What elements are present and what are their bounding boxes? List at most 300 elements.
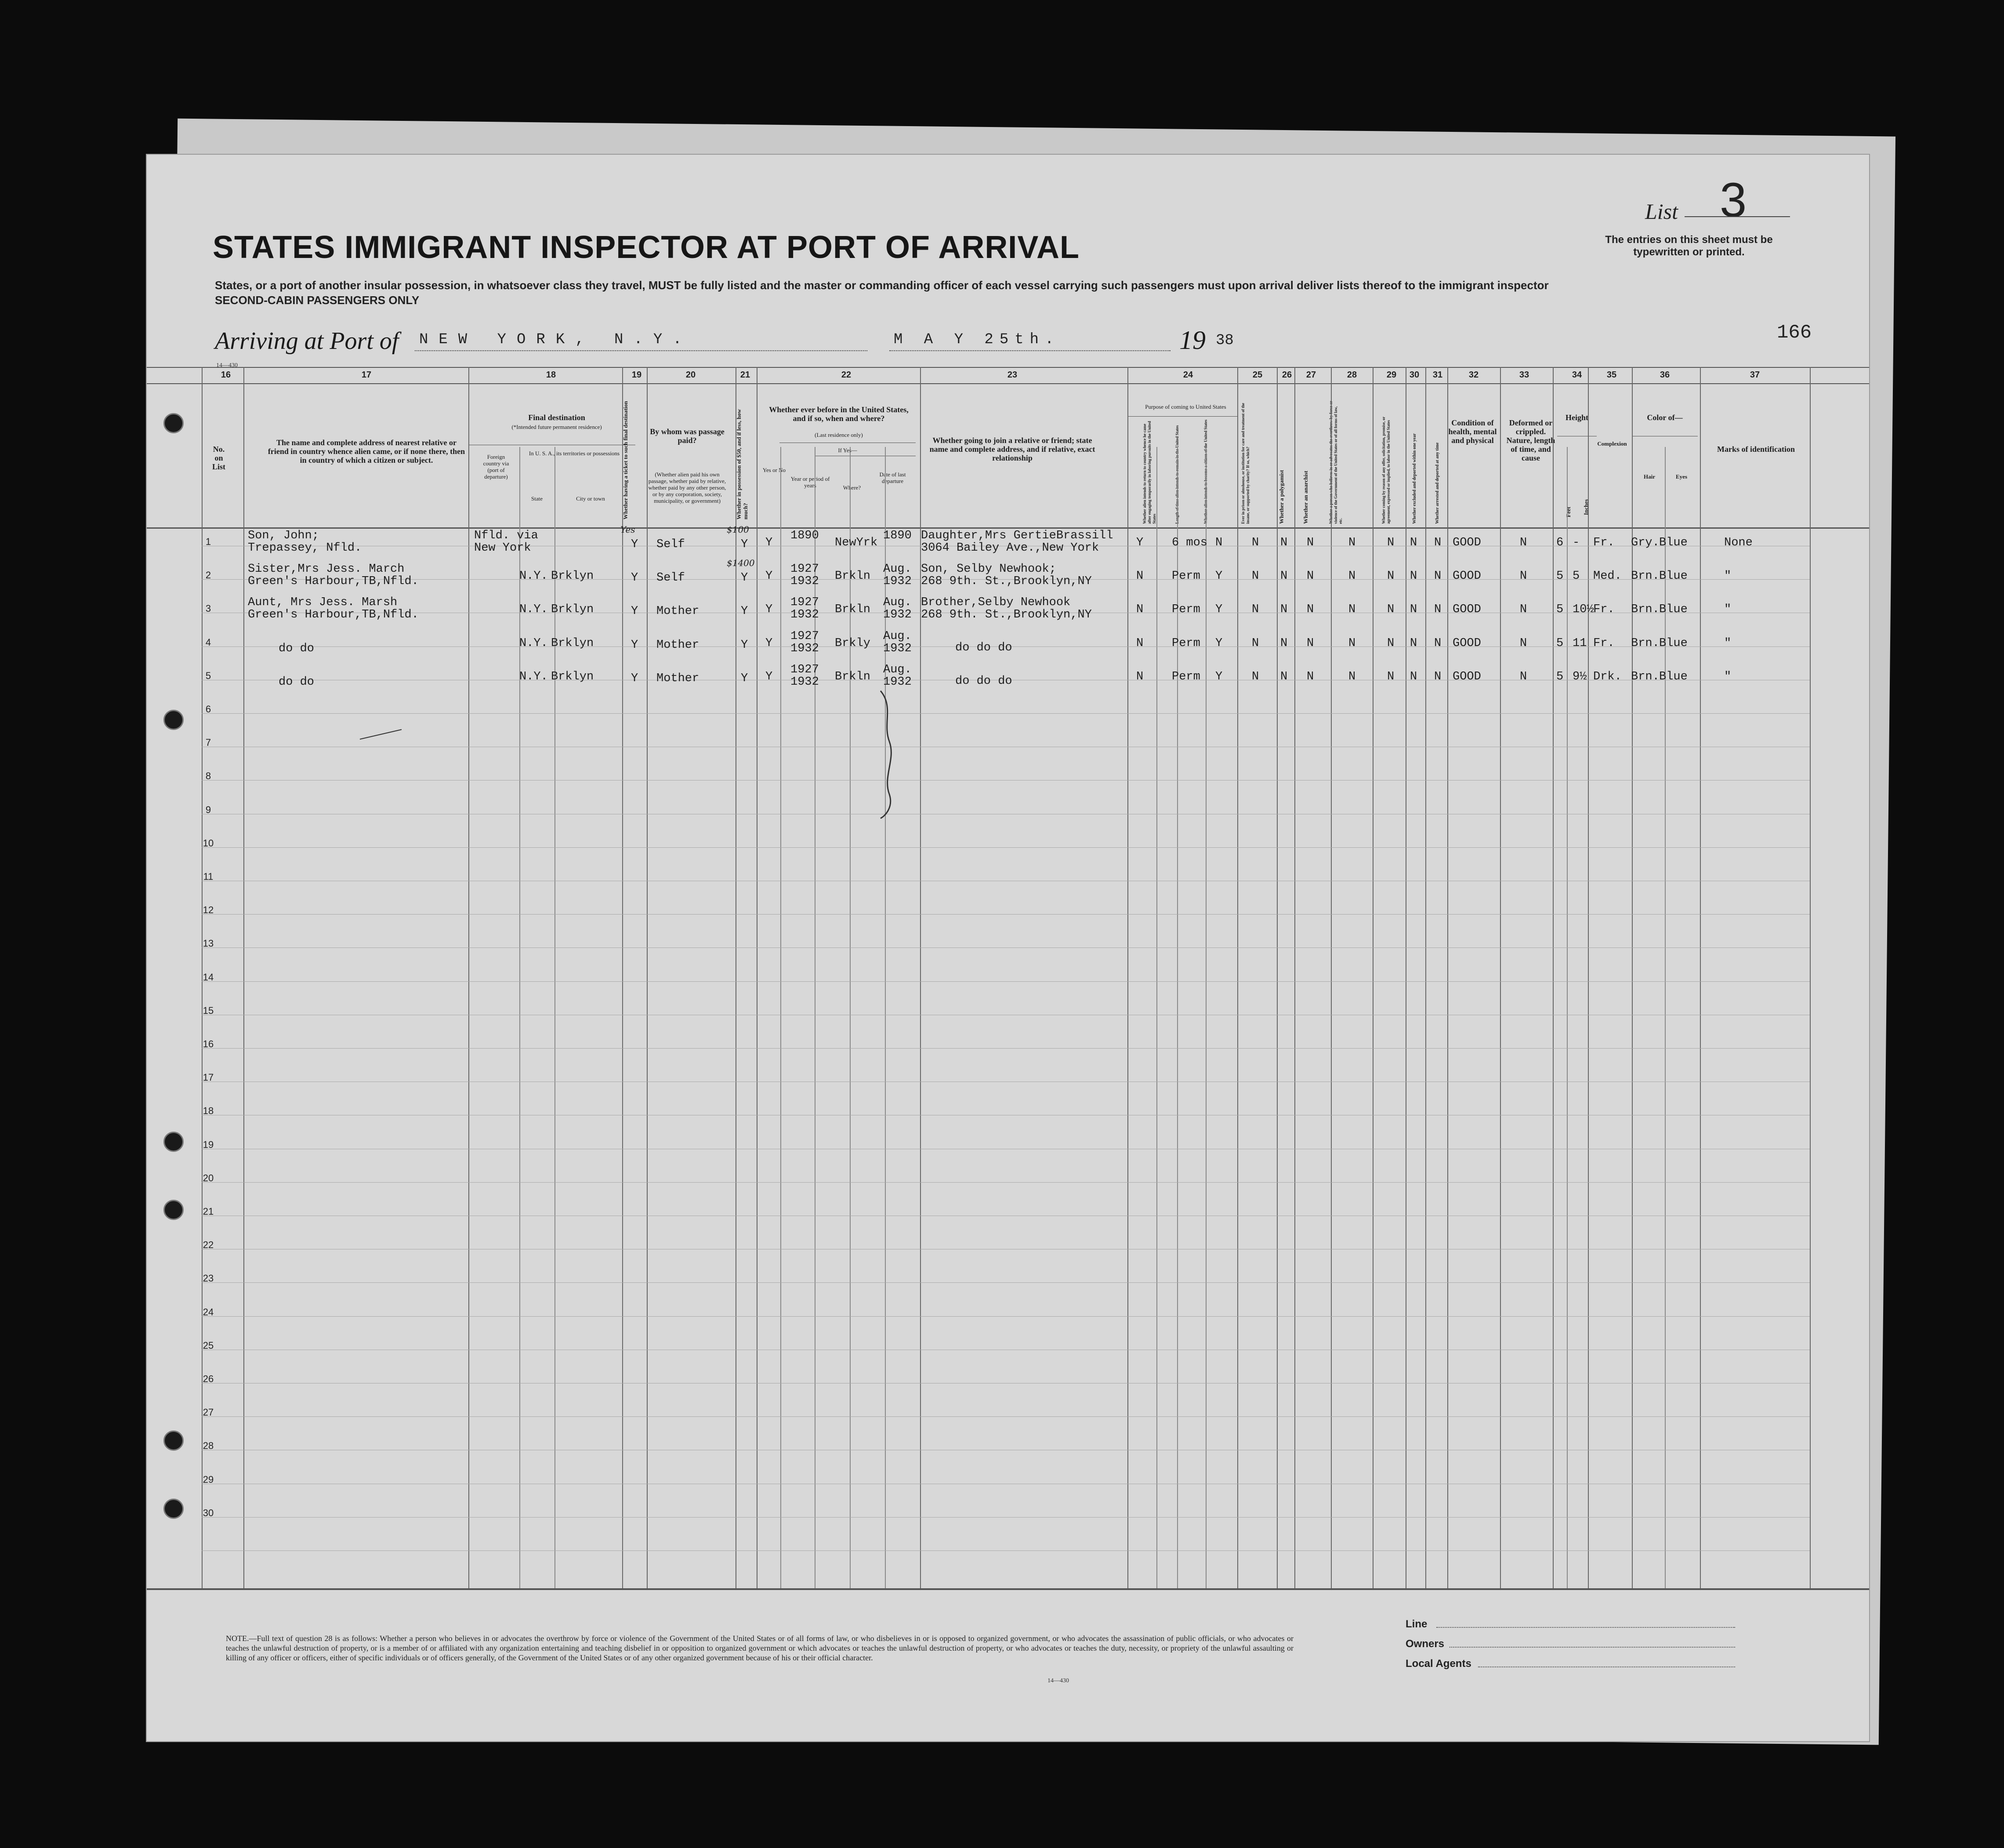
cell-departure: 1890 <box>883 529 912 542</box>
cell-paid-by: Mother <box>656 672 699 685</box>
cell-state: N.Y. <box>519 670 548 683</box>
cell-marks: " <box>1724 570 1732 583</box>
cell-deformed: N <box>1520 636 1527 650</box>
cell-money: Y <box>741 605 748 618</box>
cell-eyes: Blue <box>1659 636 1688 650</box>
cell-before: Y <box>765 636 773 650</box>
cell-joining2: 268 9th. St.,Brooklyn,NY <box>921 608 1092 622</box>
row-number: 18 <box>203 1105 214 1117</box>
cell-c30: N <box>1410 570 1417 583</box>
column-number: 34 <box>1572 370 1582 380</box>
col20-header: By whom was passage paid? <box>650 427 725 445</box>
owners-label: Owners <box>1406 1638 1445 1650</box>
col18-city: City or town <box>576 495 605 502</box>
cell-c31: N <box>1434 603 1442 617</box>
col22-title: Whether ever before in the United States, and if so, when and where? <box>769 405 909 423</box>
page-number: 166 <box>1777 322 1812 344</box>
cell-inches: - <box>1573 536 1580 549</box>
cell-purpose: N <box>1136 670 1144 683</box>
cell-departure: Aug. <box>883 629 912 643</box>
col18-note: (*Intended future permanent residence) <box>511 424 602 430</box>
cell-money-note: $100 <box>727 524 749 535</box>
arriving-label: Arriving at Port of <box>215 327 399 355</box>
cell-purpose: N <box>1136 570 1144 583</box>
column-rule <box>1156 447 1157 1588</box>
column-rule <box>622 367 623 1588</box>
col37-header: Marks of identification <box>1717 445 1795 454</box>
column-number: 21 <box>740 370 750 380</box>
column-rule <box>647 367 648 1588</box>
cell-joining2: 3064 Bailey Ave.,New York <box>921 541 1099 555</box>
row-rule <box>202 1048 1810 1049</box>
cell-money: Y <box>741 538 748 551</box>
row-number: 2 <box>205 570 211 581</box>
cell-eyes: Blue <box>1659 603 1688 617</box>
cell-state: N.Y. <box>519 636 548 650</box>
cell-joining: do do do <box>955 641 1012 654</box>
col28-header: Whether a person who believes in or advocates the overthrow by force or violence of the Government of the United States or of all forms of law, etc. <box>1329 401 1343 524</box>
row-rule <box>202 981 1810 982</box>
cell-length: Perm <box>1172 570 1200 583</box>
column-rule <box>1331 367 1332 1588</box>
cell-c25: N <box>1252 636 1259 650</box>
cell-eyes: Blue <box>1659 536 1688 549</box>
col32-header: Condition of health, mental and physical <box>1448 418 1497 445</box>
column-number: 30 <box>1409 370 1420 380</box>
rule-top <box>147 367 1869 368</box>
column-number: 29 <box>1386 370 1397 380</box>
col22-note: (Last residence only) <box>815 432 863 438</box>
cell-period: 1890 <box>790 529 819 542</box>
col22-yesno: Yes or No <box>762 467 786 473</box>
cell-c25: N <box>1252 536 1259 549</box>
column-rule <box>1500 367 1501 1588</box>
cell-inches: 9½ <box>1573 670 1587 683</box>
cell-money: Y <box>741 672 748 685</box>
row-rule <box>202 1416 1810 1417</box>
cell-departure2: 1932 <box>883 575 912 588</box>
binder-hole <box>163 1132 184 1152</box>
row-number: 4 <box>205 636 211 648</box>
cell-inches: 10½ <box>1573 603 1594 617</box>
cell-c27: N <box>1307 603 1314 617</box>
column-number: 35 <box>1606 370 1617 380</box>
col23-header: Whether going to join a relative or friend; state name and complete address, and if relative, exact relationship <box>929 436 1095 462</box>
cell-c30: N <box>1410 636 1417 650</box>
date-value: M A Y 25th. <box>894 331 1060 348</box>
cell-c26: N <box>1280 636 1288 650</box>
col22-ifyes: If Yes— <box>838 447 857 454</box>
col17-header: The name and complete address of nearest relative or friend in country whence alien came, or if none there, then in country of which a citizen or subject. <box>268 438 465 465</box>
cell-length: 6 mos <box>1172 536 1208 549</box>
cell-period: 1927 <box>790 629 819 643</box>
cell-money-note: $1400 <box>727 558 755 569</box>
row-number: 19 <box>203 1139 214 1150</box>
cell-where: Brkly <box>835 636 871 650</box>
cell-c28: N <box>1348 570 1356 583</box>
cell-period2: 1932 <box>790 608 819 622</box>
row-number: 22 <box>203 1239 214 1251</box>
row-number: 6 <box>205 704 211 715</box>
date-line <box>889 350 1171 351</box>
cell-complexion: Fr. <box>1593 603 1615 617</box>
cell-relative: do do <box>279 642 315 655</box>
cell-period2: 1932 <box>790 675 819 689</box>
cell-purpose: N <box>1136 603 1144 617</box>
rule-footer <box>147 1588 1869 1590</box>
row-number: 5 <box>205 670 211 681</box>
binder-hole <box>163 413 184 433</box>
cell-complexion: Fr. <box>1593 636 1615 650</box>
cell-c25: N <box>1252 570 1259 583</box>
column-number: 23 <box>1007 370 1018 380</box>
binder-hole <box>163 1499 184 1519</box>
cell-relative: Son, John; <box>248 529 319 542</box>
binder-hole <box>163 710 184 730</box>
list-label: List <box>1645 199 1678 224</box>
column-number: 28 <box>1347 370 1357 380</box>
cell-city: Brklyn <box>551 636 594 650</box>
cell-length: Perm <box>1172 670 1200 683</box>
cell-c31: N <box>1434 536 1442 549</box>
row-number: 1 <box>205 536 211 547</box>
cell-paid-by: Mother <box>656 638 699 652</box>
row-rule <box>202 1517 1810 1518</box>
row-number: 20 <box>203 1172 214 1184</box>
cell-marks: " <box>1724 603 1732 617</box>
cell-c28: N <box>1348 536 1356 549</box>
list-underline <box>1685 216 1790 217</box>
cell-hair: Brn. <box>1631 603 1660 617</box>
column-rule <box>519 447 520 1588</box>
cell-money: Y <box>741 571 748 585</box>
column-number: 24 <box>1183 370 1193 380</box>
col22-date: Date of last departure <box>879 471 906 484</box>
column-rule <box>1237 367 1238 1588</box>
col35-header: Complexion <box>1597 440 1627 447</box>
col29-header: Whether coming by reason of any offer, solicitation, promise, or agreement, expressed or implied, to labor in the United States <box>1381 417 1391 524</box>
cell-feet: 5 <box>1556 670 1564 683</box>
col18-usa: In U. S. A., its territories or possessions <box>529 450 620 457</box>
cell-joining: do do do <box>955 674 1012 688</box>
column-rule <box>554 447 555 1588</box>
cell-c30: N <box>1410 603 1417 617</box>
cell-state: N.Y. <box>519 603 548 617</box>
cell-relative2: Green's Harbour,TB,Nfld. <box>248 608 419 622</box>
row-rule <box>202 713 1810 714</box>
col34-inches: Inches <box>1583 499 1589 515</box>
row-rule <box>202 1316 1810 1317</box>
cell-marks: " <box>1724 636 1732 650</box>
cell-citizen: Y <box>1215 603 1223 617</box>
cell-relative: Sister,Mrs Jess. March <box>248 563 405 576</box>
col36-header: Color of— <box>1647 413 1683 422</box>
column-rule <box>243 367 244 1588</box>
row-number: 16 <box>203 1038 214 1049</box>
col24-b: Length of time alien intends to remain in the United States <box>1175 425 1179 524</box>
cell-complexion: Med. <box>1593 570 1622 583</box>
cell-where: Brkln <box>835 670 871 683</box>
column-number: 37 <box>1750 370 1760 380</box>
cell-c29: N <box>1387 536 1395 549</box>
cell-period2: 1932 <box>790 575 819 588</box>
column-number: 33 <box>1519 370 1529 380</box>
cell-c28: N <box>1348 603 1356 617</box>
row-rule <box>202 1550 1810 1551</box>
cell-where: Brkln <box>835 603 871 617</box>
row-number: 3 <box>205 603 211 614</box>
cell-before: Y <box>765 670 773 683</box>
row-rule <box>202 914 1810 915</box>
brace-mark <box>876 689 911 821</box>
column-number: 26 <box>1282 370 1292 380</box>
row-number: 12 <box>203 904 214 916</box>
row-number: 13 <box>203 938 214 949</box>
column-rule <box>1127 367 1128 1588</box>
cell-departure: Aug. <box>883 596 912 610</box>
agents-field <box>1478 1666 1735 1667</box>
cell-relative2: Green's Harbour,TB,Nfld. <box>248 575 419 588</box>
cell-c27: N <box>1307 570 1314 583</box>
cell-complexion: Drk. <box>1593 670 1622 683</box>
column-number: 18 <box>546 370 556 380</box>
col16-header: No. on List <box>212 445 225 471</box>
footer-note: NOTE.—Full text of question 28 is as follows: Whether a person who believes in or advocates the overthrow by force or violence of the Government of the United States or of all forms of law, or who disbelieves in or is opposed to organized government, or who advocates the assassination of public officials, or who advocates or teaches the unlawful destruction of property, or is a member of or affiliated with any organization entertaining and teaching disbelief in or opposition to organized government or which advocates or teaches the unlawful destruction of property, or who advocates or teaches the duty, necessity, or propriety of the unlawful assaulting or killing of any officer or officers, either of specific individuals or of officers generally, of the Government of the United States or of any other organized government because of his or their official character. <box>226 1634 1294 1662</box>
cell-deformed: N <box>1520 670 1527 683</box>
row-number: 11 <box>203 871 214 882</box>
row-number: 25 <box>203 1340 214 1351</box>
cell-c27: N <box>1307 636 1314 650</box>
cell-ticket-note: Yes <box>620 524 635 535</box>
cell-city: Brklyn <box>551 670 594 683</box>
cell-ticket: Y <box>631 672 638 685</box>
cell-city: Brklyn <box>551 603 594 617</box>
row-number: 8 <box>205 770 211 782</box>
cell-marks: None <box>1724 536 1753 549</box>
cell-c29: N <box>1387 603 1395 617</box>
col34-header: Height <box>1566 413 1588 422</box>
rule-colnums <box>147 383 1869 384</box>
column-number: 27 <box>1306 370 1316 380</box>
cell-c27: N <box>1307 536 1314 549</box>
row-number: 14 <box>203 971 214 983</box>
cell-deformed: N <box>1520 603 1527 617</box>
row-number: 30 <box>203 1507 214 1518</box>
list-number: 3 <box>1720 173 1747 227</box>
col24-c: Whether alien intends to become a citizen of the United States <box>1203 419 1208 524</box>
cell-c29: N <box>1387 570 1395 583</box>
column-number: 22 <box>841 370 852 380</box>
col34-feet: Feet <box>1565 507 1572 517</box>
column-number: 31 <box>1432 370 1443 380</box>
row-number: 10 <box>203 837 214 849</box>
port-line <box>415 350 867 351</box>
column-rule <box>1553 367 1554 1588</box>
col27-header: Whether an anarchist <box>1302 471 1309 524</box>
column-rule <box>1447 367 1448 1588</box>
cell-c25: N <box>1252 670 1259 683</box>
row-number: 23 <box>203 1273 214 1284</box>
cell-relative: Aunt, Mrs Jess. Marsh <box>248 596 398 610</box>
typewritten-note: The entries on this sheet must be typewritten or printed. <box>1605 234 1773 258</box>
cell-citizen: Y <box>1215 670 1223 683</box>
cell-c26: N <box>1280 570 1288 583</box>
cell-relative2: Trepassey, Nfld. <box>248 541 362 555</box>
cell-health: GOOD <box>1453 536 1481 549</box>
row-rule <box>202 780 1810 781</box>
col30-header: Whether excluded and deported within one year <box>1412 433 1417 524</box>
cell-citizen: Y <box>1215 570 1223 583</box>
rule-header-bottom <box>147 527 1869 529</box>
cell-paid-by: Self <box>656 571 685 585</box>
cell-city: Brklyn <box>551 570 594 583</box>
agents-label: Local Agents <box>1406 1658 1471 1670</box>
row-number: 24 <box>203 1306 214 1318</box>
cell-before: Y <box>765 603 773 617</box>
cell-before: Y <box>765 536 773 549</box>
cell-joining: Brother,Selby Newhook <box>921 596 1071 610</box>
col18-title: Final destination <box>528 413 585 422</box>
col24-a: Whether alien intends to return to country whence he came after engaging temporarily in laboring pursuits in the United States <box>1142 421 1156 524</box>
row-number: 21 <box>203 1206 214 1217</box>
row-number: 15 <box>203 1005 214 1016</box>
cell-period: 1927 <box>790 596 819 610</box>
column-rule <box>850 447 851 1588</box>
cell-hair: Gry. <box>1631 536 1660 549</box>
col19-header: Whether having a ticket to such final destination <box>622 401 629 519</box>
cell-c28: N <box>1348 670 1356 683</box>
col26-header: Whether a polygamist <box>1278 470 1285 524</box>
owners-field <box>1450 1647 1735 1648</box>
column-number: 16 <box>221 370 231 380</box>
col22-period: Year or period of years <box>790 476 830 489</box>
cell-c29: N <box>1387 636 1395 650</box>
cell-state: N.Y. <box>519 570 548 583</box>
cell-hair: Brn. <box>1631 636 1660 650</box>
form-number-bottom: 14—430 <box>1047 1677 1069 1684</box>
cell-joining: Son, Selby Newhook; <box>921 563 1056 576</box>
cell-purpose: Y <box>1136 536 1144 549</box>
cell-period: 1927 <box>790 663 819 676</box>
cell-deformed: N <box>1520 536 1527 549</box>
cell-eyes: Blue <box>1659 670 1688 683</box>
cell-ticket: Y <box>631 538 638 551</box>
page-subtitle: States, or a port of another insular possession, in whatsoever class they travel, MUST be fully listed and the master or commanding officer of each vessel carrying such passengers must upon arrival deliver lists thereof to the immigrant inspector <box>215 279 1549 292</box>
year-prefix: 19 <box>1179 326 1206 355</box>
line-field <box>1436 1627 1735 1628</box>
port-value: NEW YORK, N.Y. <box>419 331 692 348</box>
column-number: 36 <box>1660 370 1670 380</box>
cell-feet: 5 <box>1556 603 1564 617</box>
row-rule <box>202 847 1810 848</box>
row-number: 29 <box>203 1474 214 1485</box>
cell-departure2: 1932 <box>883 642 912 655</box>
cell-departure: Aug. <box>883 663 912 676</box>
cell-health: GOOD <box>1453 603 1481 617</box>
column-rule <box>1632 367 1633 1588</box>
cell-before: Y <box>765 570 773 583</box>
cell-c26: N <box>1280 603 1288 617</box>
cell-ticket: Y <box>631 571 638 585</box>
cell-c28: N <box>1348 636 1356 650</box>
col20-note: (Whether alien paid his own passage, whether paid by relative, whether paid by any other person, or by any corporation, society, municipality, or government) <box>648 471 726 504</box>
column-rule <box>1665 447 1666 1588</box>
column-number: 19 <box>631 370 642 380</box>
column-number: 17 <box>361 370 372 380</box>
cell-where: Brkln <box>835 570 871 583</box>
row-rule <box>202 1282 1810 1283</box>
page-title: STATES IMMIGRANT INSPECTOR AT PORT OF ARRIVAL <box>213 230 1080 265</box>
column-number: 32 <box>1468 370 1479 380</box>
cell-citizen: N <box>1215 536 1223 549</box>
cell-c30: N <box>1410 536 1417 549</box>
cell-c27: N <box>1307 670 1314 683</box>
col31-header: Whether arrested and deported at any time <box>1435 442 1440 524</box>
pen-stroke <box>358 726 406 744</box>
row-number: 27 <box>203 1407 214 1418</box>
cell-foreign2: New York <box>474 541 531 555</box>
column-number: 20 <box>685 370 696 380</box>
row-number: 7 <box>205 737 211 748</box>
col25-header: Ever in prison or almshouse, or institution for care and treatment of the insane, or supported by charity? If so, which? <box>1241 403 1250 524</box>
column-rule <box>1277 367 1278 1588</box>
cell-hair: Brn. <box>1631 570 1660 583</box>
cell-inches: 11 <box>1573 636 1587 650</box>
row-number: 17 <box>203 1072 214 1083</box>
binder-hole <box>163 1200 184 1220</box>
cell-money: Y <box>741 638 748 652</box>
binder-hole <box>163 1430 184 1451</box>
column-rule <box>1567 447 1568 1588</box>
cell-purpose: N <box>1136 636 1144 650</box>
column-rule <box>468 367 469 1588</box>
line-label: Line <box>1406 1618 1428 1630</box>
cell-period2: 1932 <box>790 642 819 655</box>
column-rule <box>1425 367 1426 1588</box>
cell-deformed: N <box>1520 570 1527 583</box>
cell-health: GOOD <box>1453 670 1481 683</box>
cell-marks: " <box>1724 670 1732 683</box>
row-number: 9 <box>205 804 211 815</box>
cell-c31: N <box>1434 636 1442 650</box>
cell-length: Perm <box>1172 603 1200 617</box>
cell-departure2: 1932 <box>883 608 912 622</box>
cell-joining: Daughter,Mrs GertieBrassill <box>921 529 1113 542</box>
cell-length: Perm <box>1172 636 1200 650</box>
cell-paid-by: Self <box>656 538 685 551</box>
column-number: 25 <box>1252 370 1263 380</box>
col36-hair: Hair <box>1644 473 1655 480</box>
cell-health: GOOD <box>1453 636 1481 650</box>
cell-feet: 5 <box>1556 636 1564 650</box>
cell-complexion: Fr. <box>1593 536 1615 549</box>
cell-foreign: Nfld. via <box>474 529 538 542</box>
form-number-top: 14—430 <box>216 362 238 369</box>
cell-citizen: Y <box>1215 636 1223 650</box>
year-suffix: 38 <box>1216 332 1234 349</box>
column-rule <box>1206 447 1207 1588</box>
row-number: 26 <box>203 1373 214 1384</box>
cell-eyes: Blue <box>1659 570 1688 583</box>
cell-c29: N <box>1387 670 1395 683</box>
cell-ticket: Y <box>631 638 638 652</box>
cell-c30: N <box>1410 670 1417 683</box>
row-rule <box>202 1182 1810 1183</box>
col18-state: State <box>531 495 543 502</box>
cell-feet: 6 <box>1556 536 1564 549</box>
cell-feet: 5 <box>1556 570 1564 583</box>
cell-relative: do do <box>279 675 315 689</box>
